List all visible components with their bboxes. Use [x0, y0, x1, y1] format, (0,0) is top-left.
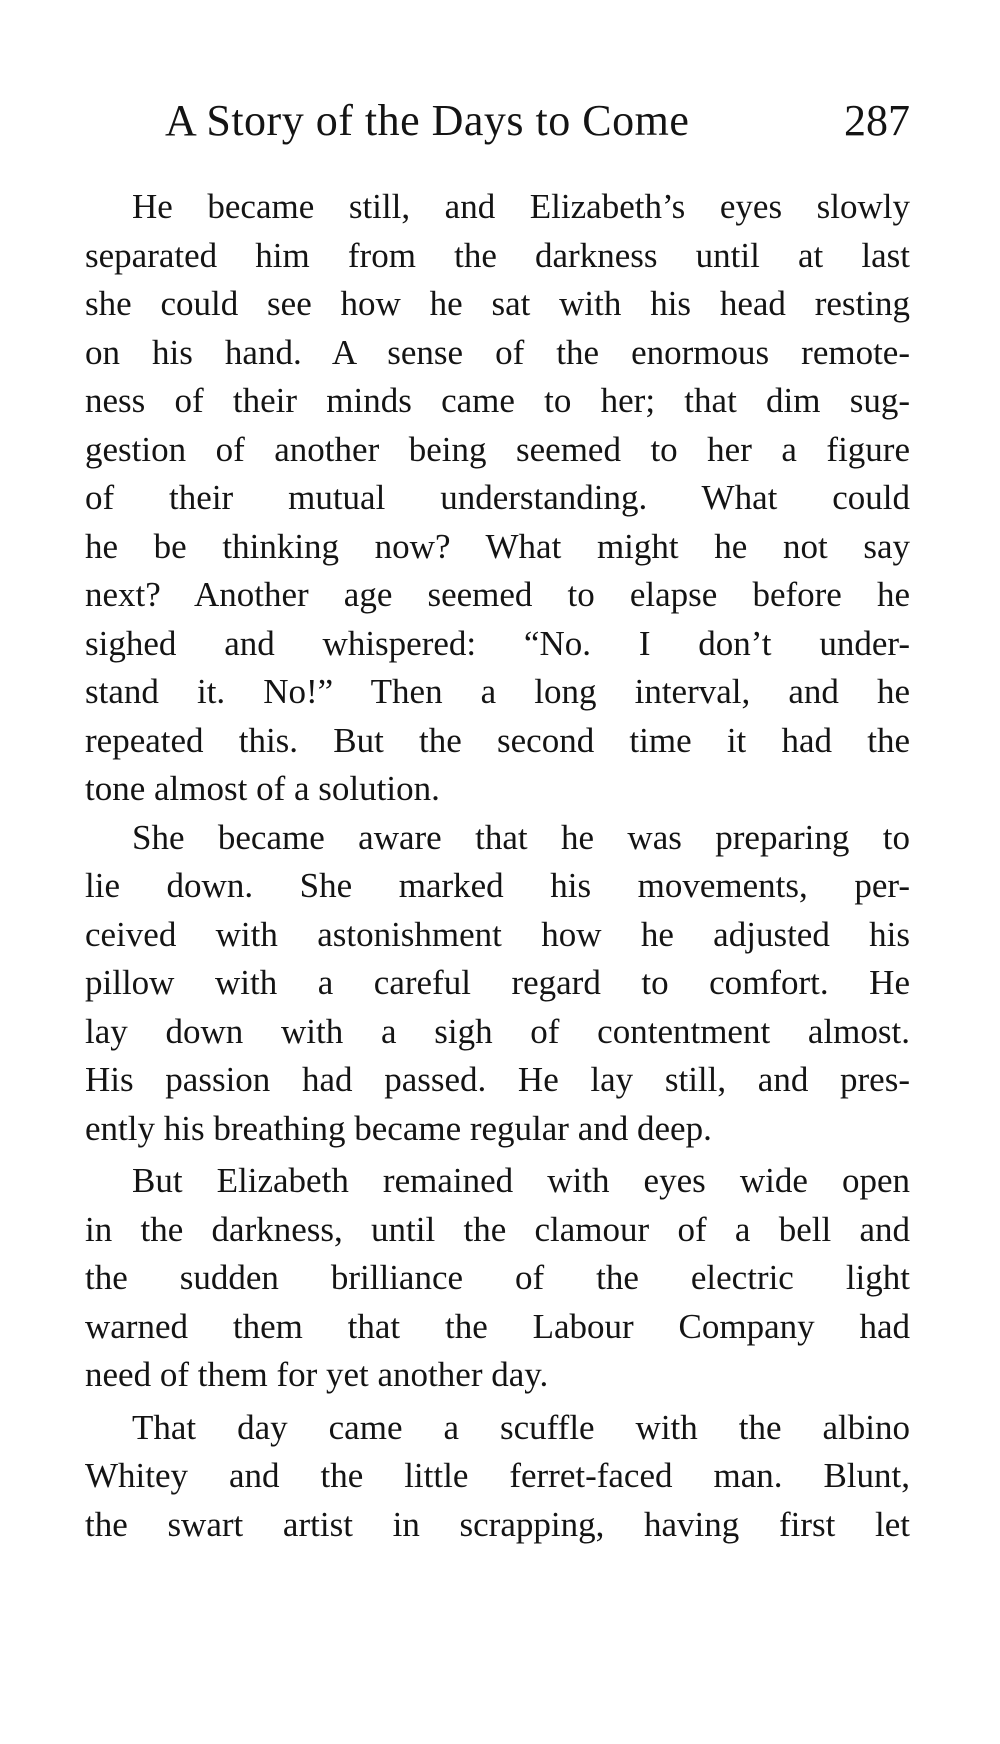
text-line: ceived with astonishment how he adjusted his	[85, 914, 910, 954]
text-line: Whitey and the little ferret-faced man. Blunt,	[85, 1456, 910, 1495]
paragraph-4	[85, 1404, 910, 1550]
text-line: pillow with a careful regard to comfort. He	[85, 963, 910, 1002]
text-line: the swart artist in scrapping, having first let	[85, 1504, 910, 1544]
paragraph-1	[85, 183, 910, 814]
text-line: lay down with a sigh of contentment almost.	[85, 1011, 910, 1051]
text-line: next? Another age seemed to elapse before he	[85, 575, 910, 614]
text-line: She became aware that he was preparing to	[132, 817, 910, 857]
body-text	[85, 183, 910, 1549]
text-line: in the darkness, until the clamour of a bell and	[85, 1209, 910, 1249]
text-line: sighed and whispered: “No. I don’t under-	[85, 623, 910, 663]
text-line: ness of their minds came to her; that dim sug-	[85, 381, 910, 420]
text-line: tone almost of a solution.	[85, 769, 440, 808]
text-line: warned them that the Labour Company had	[85, 1306, 910, 1346]
running-header	[165, 86, 910, 156]
text-line: on his hand. A sense of the enormous remote-	[85, 332, 910, 372]
text-line: separated him from the darkness until at last	[85, 235, 910, 275]
running-title: A Story of the Days to Come	[165, 96, 690, 145]
text-line: That day came a scuffle with the albino	[132, 1407, 910, 1447]
text-line: of their mutual understanding. What could	[85, 478, 910, 517]
text-line: she could see how he sat with his head resting	[85, 284, 910, 323]
text-line: he be thinking now? What might he not say	[85, 526, 910, 566]
text-line: His passion had passed. He lay still, and pres-	[85, 1060, 910, 1099]
text-line: need of them for yet another day.	[85, 1355, 549, 1394]
paragraph-3	[85, 1157, 910, 1400]
text-line: stand it. No!” Then a long interval, and he	[85, 672, 910, 711]
text-line: gestion of another being seemed to her a figure	[85, 429, 910, 469]
paragraph-2	[85, 814, 910, 1154]
text-line: But Elizabeth remained with eyes wide open	[132, 1161, 910, 1200]
text-line: He became still, and Elizabeth’s eyes slowly	[132, 187, 910, 226]
page-number: 287	[844, 96, 910, 145]
text-line: the sudden brilliance of the electric light	[85, 1258, 910, 1297]
text-line: lie down. She marked his movements, per-	[85, 866, 910, 905]
text-line: repeated this. But the second time it had the	[85, 720, 910, 760]
text-line: ently his breathing became regular and deep.	[85, 1108, 712, 1148]
